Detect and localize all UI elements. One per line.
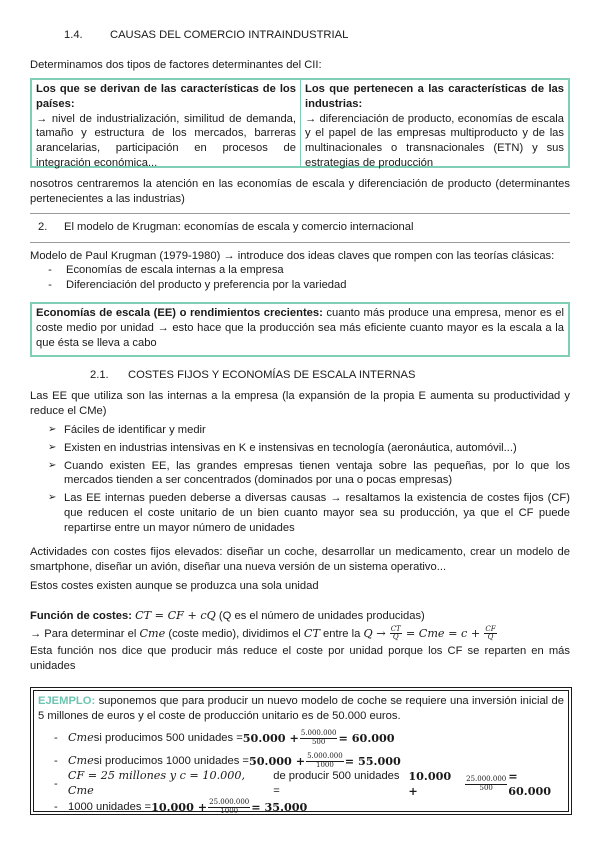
cost-function-formula: CT = CF + cQ <box>135 609 216 622</box>
factors-col-countries <box>32 80 300 169</box>
fraction: $\frac{5.000.000}{1000}$ <box>307 752 343 769</box>
cost-function-note: (Q es el número de unidades producidas) <box>215 610 425 622</box>
factors-col-industries <box>300 80 568 169</box>
fraction: $\frac{25.000.000}{500}$ <box>466 775 507 792</box>
list-item: ➢ Existen en industrias intensivas en K e instensivas en tecnología (aeronáutica, automóvil...) <box>48 441 517 454</box>
fraction: $\frac{25.000.000}{1000}$ <box>209 798 250 815</box>
cme-derivation-line: → Para determinar el Cme (coste medio), dividimos el CT entre la Q → $\frac{CT}{Q}$ = Cme = c + $\frac{CF}{Q}$ <box>30 625 496 642</box>
section-heading-2 <box>38 220 413 235</box>
list-item: ➢ Las EE internas pueden deberse a diversas causas → resaltamos la existencia de costes fijos (CF) que reducen el coste unitario de un bien cuanto mayor sea su producción, ya que el CF puede repartirse entre un mayor número de unidades <box>48 492 570 534</box>
list-item: ➢ Fáciles de identificar y medir <box>48 424 206 436</box>
factors-table <box>30 78 570 168</box>
cost-function-explanation: Esta función nos dice que producir más reduce el coste por unidad porque los CF se reparten en más unidades <box>30 645 570 672</box>
activities-text: Actividades con costes fijos elevados: diseñar un coche, desarrollar un medicamento, crear un modelo de smartphone, diseñar un avión, diseñar una nueva versión de un sistema operativo... <box>30 546 570 573</box>
cost-function-label: Función de costes: <box>30 610 132 622</box>
example-row: - Cme si producimos 1000 unidades = 50.000 + $\frac{5.000.000}{1000}$ = 55.000 <box>54 752 401 769</box>
ee-definition-title: Economías de escala (EE) o rendimientos crecientes: <box>36 307 323 319</box>
krugman-ideas-list <box>34 263 346 293</box>
fraction: $\frac{CF}{Q}$ <box>485 625 496 642</box>
example-row: - 1000 unidades = 10.000 + $\frac{25.000.000}{1000}$ = 35.000 <box>54 798 308 815</box>
example-row: - Cme si producimos 500 unidades = 50.000 + $\frac{5.000.000}{500}$ = 60.000 <box>54 729 395 746</box>
ee-bullets <box>30 423 570 538</box>
example-text: suponemos que para producir un nuevo modelo de coche se requiere una inversión inicial de 5 millones de euros y el coste de producción unitario es de 50.000 euros. <box>38 695 564 722</box>
factors-col-title: Los que pertenecen a las características de las industrias: <box>305 83 564 110</box>
list-item: ➢ Cuando existen EE, las grandes empresas tienen ventaja sobre las pequeñas, por lo que los mercados tienden a ser concentrados (dominados por una o pocas empresas) <box>48 459 570 487</box>
section-title: CAUSAS DEL COMERCIO INTRAINDUSTRIAL <box>110 29 349 41</box>
example-box <box>33 690 569 815</box>
example-rows <box>38 727 564 819</box>
intro-text: Determinamos dos tipos de factores determinantes del CII: <box>30 59 322 71</box>
fraction: $\frac{5.000.000}{500}$ <box>300 729 337 746</box>
fraction: $\frac{CT}{Q}$ <box>390 625 401 642</box>
divider <box>30 213 570 214</box>
ee-definition-body: cuanto más produce una empresa, menor es el coste medio por unidad → esto hace que la producción sea más eficiente cuanto mayor es la escala a la que ésta se lleva a cabo <box>36 307 564 349</box>
example-intro <box>38 694 564 724</box>
list-item: - Economías de escala internas a la empresa <box>48 264 284 276</box>
ee-internal-text: Las EE que utiliza son las internas a la empresa (la expansión de la propia E aumenta su productividad y reduce el CMe) <box>30 390 570 417</box>
factors-col-body: → diferenciación de producto, economías de escala y el papel de las empresas multiproducto y de las multinacionales o transnacionales (ETN) y sus estrategias de producción <box>305 112 564 169</box>
section-number: 1.4. <box>64 29 83 41</box>
section-title: El modelo de Krugman: economías de escala y comercio internacional <box>64 221 414 233</box>
focus-note: nosotros centraremos la atención en las economías de escala y diferenciación de producto (determinantes pertenecientes a las industrias) <box>30 178 570 205</box>
factors-col-body: → nivel de industrialización, similitud de demanda, tamaño y estructura de los mercados, barreras arancelarias, participación en procesos de integración económica... <box>36 112 296 169</box>
list-item: - Diferenciación del producto y preferencia por la variedad <box>48 278 347 291</box>
section-number: 2.1. <box>90 369 109 381</box>
section-heading-2-1 <box>90 368 415 383</box>
section-heading-1-4 <box>64 28 348 43</box>
example-row: - CF = 25 millones y c = 10.000, Cme de producir 500 unidades = 10.000 + $\frac{25.000.000}{500}$ = 60.000 <box>54 769 552 799</box>
section-number: 2. <box>38 221 48 233</box>
example-label: EJEMPLO: <box>38 695 96 707</box>
section-title: COSTES FIJOS Y ECONOMÍAS DE ESCALA INTERNAS <box>128 369 416 381</box>
divider <box>30 242 570 243</box>
ee-definition-box <box>30 302 570 357</box>
krugman-intro: Modelo de Paul Krugman (1979-1980) → introduce dos ideas claves que rompen con las teorías clásicas: <box>30 250 555 262</box>
cost-function-line <box>30 609 575 624</box>
factors-col-title: Los que se derivan de las características de los países: <box>36 83 296 110</box>
one-unit-text: Estos costes existen aunque se produzca una sola unidad <box>30 580 319 592</box>
